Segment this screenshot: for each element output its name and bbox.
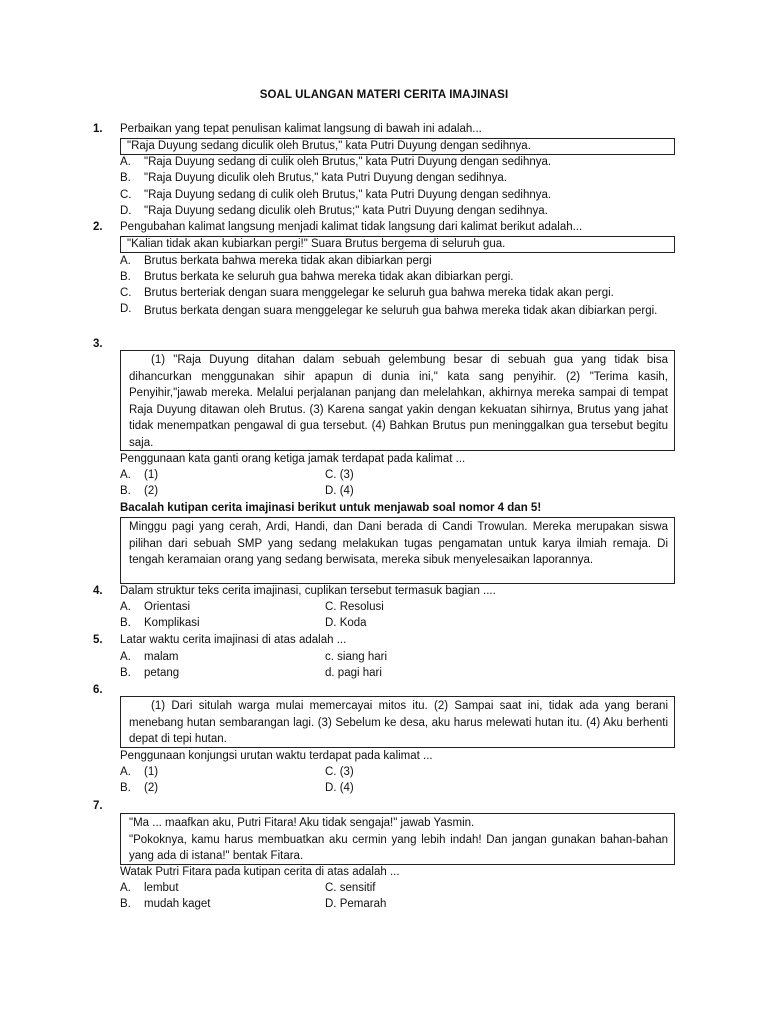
option-text: (1) (144, 469, 159, 481)
answer-option[interactable] (325, 882, 376, 894)
option-text: Komplikasi (144, 617, 200, 629)
question-prompt: Watak Putri Fitara pada kutipan cerita di atas adalah ... (120, 866, 400, 878)
question-prompt: Penggunaan kata ganti orang ketiga jamak terdapat pada kalimat ... (120, 453, 466, 465)
option-text: mudah kaget (144, 898, 211, 910)
option-letter: C. (120, 189, 132, 201)
option-text: (2) (144, 782, 159, 794)
story-passage-line: "Pokoknya, kamu harus membuatkan aku cermin yang lebih indah! Dan jangan gunakan bahan-bahan yang ada di istana!" bentak Fitara. (129, 833, 668, 862)
answer-option[interactable] (325, 485, 354, 497)
question-number: 5. (93, 634, 103, 646)
option-letter: A. (120, 255, 131, 267)
option-letter: A. (120, 469, 131, 481)
answer-option[interactable] (120, 172, 507, 184)
answer-option[interactable] (120, 782, 158, 794)
option-text: (4) (339, 782, 354, 794)
option-letter: D. (120, 303, 132, 315)
story-passage-line: "Ma ... maafkan aku, Putri Fitara! Aku tidak sengaja!" jawab Yasmin. (129, 817, 475, 829)
option-text: sensitif (339, 882, 376, 894)
question-prompt: Penggunaan konjungsi urutan waktu terdapat pada kalimat ... (120, 750, 433, 762)
answer-option[interactable] (120, 651, 179, 663)
option-letter: C. (325, 766, 337, 778)
option-letter: B. (120, 667, 131, 679)
answer-option[interactable] (325, 898, 386, 910)
option-letter: d. (325, 667, 335, 679)
option-text: petang (144, 667, 180, 679)
answer-option[interactable] (120, 898, 211, 910)
story-passage-box (120, 517, 675, 584)
answer-option[interactable] (120, 485, 158, 497)
quoted-sentence-box (120, 138, 675, 155)
answer-option[interactable] (325, 766, 354, 778)
answer-option[interactable] (120, 469, 158, 481)
option-letter: B. (120, 271, 131, 283)
option-text: Pemarah (339, 898, 387, 910)
answer-option[interactable] (325, 469, 354, 481)
option-letter: C. (325, 469, 337, 481)
question-number: 1. (93, 123, 103, 135)
answer-option[interactable] (120, 601, 190, 613)
option-letter: D. (325, 485, 337, 497)
question-number: 4. (93, 585, 103, 597)
option-text: lembut (144, 882, 179, 894)
quoted-sentence: "Raja Duyung sedang diculik oleh Brutus," kata Putri Duyung dengan sedihnya. (127, 140, 531, 152)
option-letter: D. (325, 898, 337, 910)
option-text: (3) (339, 469, 354, 481)
option-letter: A. (120, 156, 131, 168)
option-text: "Raja Duyung sedang di culik oleh Brutus," kata Putri Duyung dengan sedihnya. (144, 156, 552, 168)
option-text: (2) (144, 485, 159, 497)
option-letter: A. (120, 766, 131, 778)
answer-option[interactable] (325, 782, 354, 794)
option-letter: c. (325, 651, 334, 663)
option-letter: B. (120, 898, 131, 910)
question-number: 6. (93, 684, 103, 696)
option-text: (4) (339, 485, 354, 497)
option-text: "Raja Duyung sedang diculik oleh Brutus;" kata Putri Duyung dengan sedihnya. (144, 205, 548, 217)
option-letter: A. (120, 651, 131, 663)
option-text: Brutus berkata dengan suara menggelegar ke seluruh gua bahwa mereka tidak akan dibiarkan pergi. (144, 305, 658, 317)
option-letter: B. (120, 617, 131, 629)
answer-option[interactable] (120, 156, 551, 168)
story-passage-box (120, 696, 675, 748)
option-letter: A. (120, 601, 131, 613)
answer-option[interactable] (120, 882, 179, 894)
option-text: pagi hari (337, 667, 382, 679)
answer-option[interactable] (120, 271, 514, 283)
answer-option[interactable] (120, 617, 200, 629)
option-text: (3) (339, 766, 354, 778)
option-text: (1) (144, 766, 159, 778)
option-text: Orientasi (144, 601, 191, 613)
option-text: Resolusi (339, 601, 384, 613)
story-passage: Minggu pagi yang cerah, Ardi, Handi, dan Dani berada di Candi Trowulan. Mereka merupakan siswa pilihan dari sebuah SMP yang sedang melakukan tugas pengamatan untuk karya ilmiah remaja. Di tengah keramaian orang yang sedang berwisata, mereka sibuk menyelesaikan laporannya. (129, 521, 668, 566)
answer-option[interactable] (120, 255, 432, 267)
answer-option[interactable] (120, 189, 551, 201)
option-letter: D. (120, 205, 132, 217)
story-passage-box (120, 350, 675, 451)
answer-option[interactable] (120, 287, 614, 299)
answer-option[interactable] (325, 601, 384, 613)
question-prompt: Dalam struktur teks cerita imajinasi, cuplikan tersebut termasuk bagian .... (120, 585, 496, 597)
option-letter: B. (120, 782, 131, 794)
option-text: malam (144, 651, 179, 663)
quoted-sentence-box (120, 236, 675, 253)
option-text: Brutus berkata ke seluruh gua bahwa mereka tidak akan dibiarkan pergi. (144, 271, 514, 283)
answer-option[interactable] (120, 667, 179, 679)
option-text: siang hari (337, 651, 388, 663)
option-letter: C. (325, 882, 337, 894)
answer-option[interactable] (120, 766, 158, 778)
option-letter: C. (120, 287, 132, 299)
question-number: 7. (93, 800, 103, 812)
option-text: Koda (339, 617, 367, 629)
answer-option[interactable] (325, 651, 387, 663)
question-number: 3. (93, 338, 103, 350)
option-text: "Raja Duyung diculik oleh Brutus," kata Putri Duyung dengan sedihnya. (144, 172, 507, 184)
story-passage: (1) Dari situlah warga mulai memercayai mitos itu. (2) Sampai saat ini, tidak ada yang berani menebang hutan sembarangan lagi. (3) Sebelum ke desa, aku harus melewati hutan itu. (4) Aku berhenti depat di tepi hutan. (129, 700, 668, 745)
option-letter: C. (325, 601, 337, 613)
option-letter: A. (120, 882, 131, 894)
question-prompt: Pengubahan kalimat langsung menjadi kalimat tidak langsung dari kalimat berikut adalah... (120, 221, 583, 233)
answer-option[interactable] (120, 205, 548, 217)
answer-option[interactable] (325, 617, 367, 629)
story-passage: (1) "Raja Duyung ditahan dalam sebuah gelembung besar di sebuah gua yang tidak bisa dihancurkan menggunakan sihir apapun di dunia ini," kata sang penyihir. (2) "Terima kasih, Penyihir,"jawab mereka. Melalui perjalanan panjang dan melelahkan, akhirnya mereka sampai di tempat Raja Duyung ditawan oleh Brutus. (3) Karena sangat yakin dengan kekuatan sihirnya, Brutus yang jahat tidak menempatkan pengawal di gua tersebut. (4) Bahkan Brutus pun meninggalkan gua tersebut begitu saja. (129, 354, 668, 449)
option-text: Brutus berkata bahwa mereka tidak akan dibiarkan pergi (144, 255, 432, 267)
page-title: SOAL ULANGAN MATERI CERITA IMAJINASI (259, 89, 509, 101)
option-letter: D. (325, 617, 337, 629)
quoted-sentence: "Kalian tidak akan kubiarkan pergi!" Suara Brutus bergema di seluruh gua. (127, 238, 506, 250)
option-letter: B. (120, 172, 131, 184)
story-passage-box (120, 813, 675, 865)
option-letter: B. (120, 485, 131, 497)
option-letter: D. (325, 782, 337, 794)
option-text: "Raja Duyung sedang di culik oleh Brutus," kata Putri Duyung dengan sedihnya. (144, 189, 552, 201)
question-prompt: Latar waktu cerita imajinasi di atas adalah ... (120, 634, 347, 646)
option-text: Brutus berteriak dengan suara menggelegar ke seluruh gua bahwa mereka tidak akan pergi. (144, 287, 614, 299)
answer-option[interactable] (120, 303, 675, 319)
section-instruction: Bacalah kutipan cerita imajinasi berikut untuk menjawab soal nomor 4 dan 5! (120, 502, 542, 514)
answer-option[interactable] (325, 667, 382, 679)
question-number: 2. (93, 221, 103, 233)
question-prompt: Perbaikan yang tepat penulisan kalimat langsung di bawah ini adalah... (120, 123, 482, 135)
